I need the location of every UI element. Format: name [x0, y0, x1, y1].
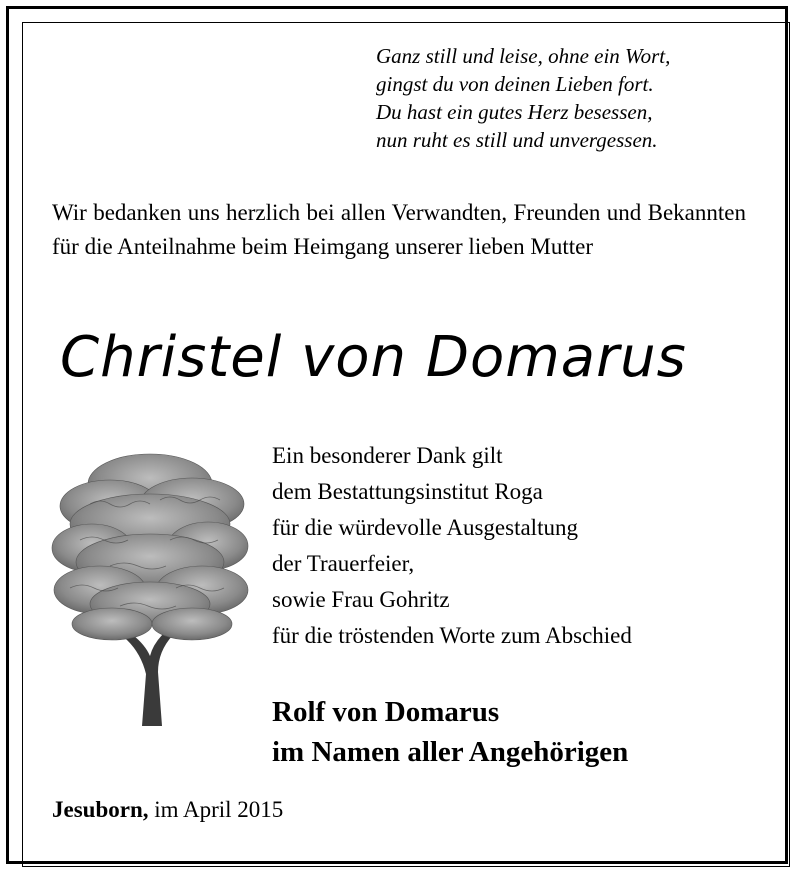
thanks-line: der Trauerfeier, — [272, 551, 415, 576]
intro-text: Wir bedanken uns herzlich bei allen Verwandten, Freunden und Bekannten für die Anteilnahme beim Heimgang unserer lieben Mutter — [52, 200, 746, 259]
signature-name: Rolf von Domarus — [272, 696, 500, 728]
thanks-text — [272, 438, 752, 654]
thanks-line: Ein besonderer Dank gilt — [272, 443, 503, 468]
signature-subtitle: im Namen aller Angehörigen — [272, 736, 629, 768]
deceased-name: Christel von Domarus — [60, 325, 687, 390]
poem-line: Ganz still und leise, ohne ein Wort, — [376, 44, 671, 68]
place-date — [52, 793, 452, 827]
thanks-line: dem Bestattungsinstitut Roga — [272, 479, 543, 504]
poem-line: Du hast ein gutes Herz besessen, — [376, 100, 653, 124]
poem-line: nun ruht es still und unvergessen. — [376, 128, 658, 152]
place-date-text: im April 2015 — [154, 797, 284, 822]
thanks-line: sowie Frau Gohritz — [272, 587, 450, 612]
poem-line: gingst du von deinen Lieben fort. — [376, 72, 654, 96]
thanks-line: für die tröstenden Worte zum Abschied — [272, 623, 632, 648]
place-town: Jesuborn, — [52, 797, 149, 822]
thanks-line: für die würdevolle Ausgestaltung — [272, 515, 578, 540]
poem — [376, 42, 756, 154]
tree-icon — [50, 444, 250, 726]
signature — [272, 692, 752, 772]
